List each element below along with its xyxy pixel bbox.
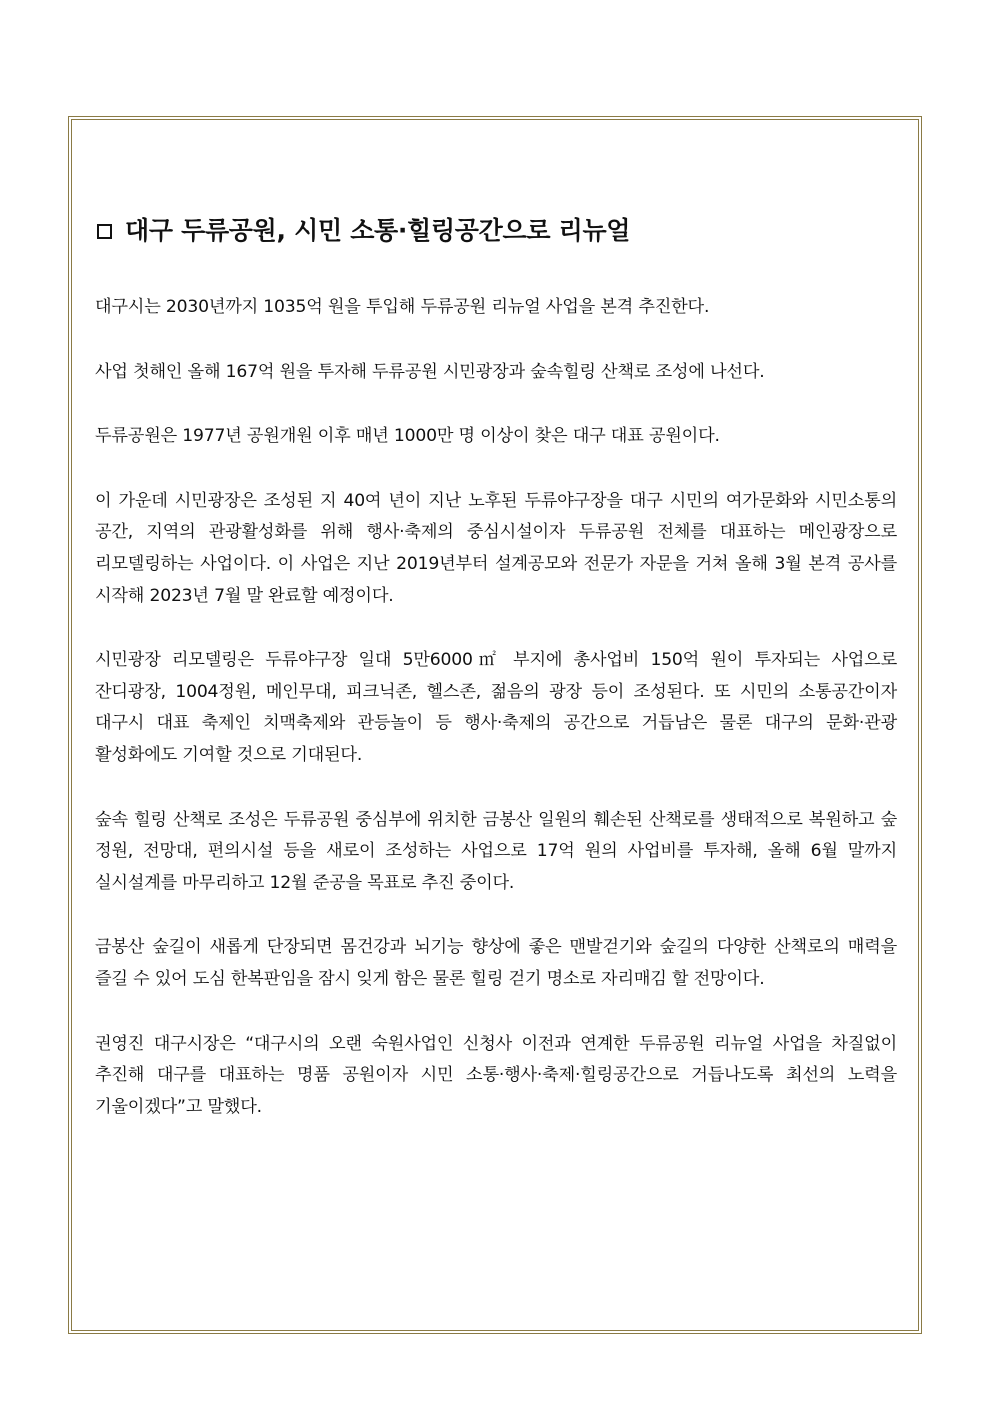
- paragraph: 금봉산 숲길이 새롭게 단장되면 몸건강과 뇌기능 향상에 좋은 맨발걷기와 숲길의 다양한 산책로의 매력을 즐길 수 있어 도심 한복판임을 잠시 잊게 함은 물론 힐링 걷기 명소로 자리매김 할 전망이다.: [95, 937, 897, 989]
- document-title: 대구 두류공원, 시민 소통·힐링공간으로 리뉴얼: [125, 216, 631, 245]
- paragraph: 두류공원은 1977년 공원개원 이후 매년 1000만 명 이상이 찾은 대구 대표 공원이다.: [95, 426, 720, 447]
- square-bullet-icon: [97, 224, 112, 239]
- paragraph: 사업 첫해인 올해 167억 원을 투자해 두류공원 시민광장과 숲속힐링 산책로 조성에 나선다.: [95, 361, 765, 382]
- paragraph: 숲속 힐링 산책로 조성은 두류공원 중심부에 위치한 금봉산 일원의 훼손된 산책로를 생태적으로 복원하고 숲 정원, 전망대, 편의시설 등을 새로이 조성하는 사업으로 17억 원의 사업비를 투자해, 올해 6월 말까지 실시설계를 마무리하고 12월 준공을 목표로 추진 중이다.: [95, 809, 897, 893]
- document-heading: [97, 210, 897, 252]
- paragraph: 시민광장 리모델링은 두류야구장 일대 5만6000㎡ 부지에 총사업비 150억 원이 투자되는 사업으로 잔디광장, 1004정원, 메인무대, 피크닉존, 헬스존, 젊음의 광장 등이 조성된다. 또 시민의 소통공간이자 대구시 대표 축제인 치맥축제와 관등놀이 등 행사·축제의 공간으로 거듭남은 물론 대구의 문화·관광 활성화에도 기여할 것으로 기대된다.: [95, 650, 897, 765]
- paragraph: 이 가운데 시민광장은 조성된 지 40여 년이 지난 노후된 두류야구장을 대구 시민의 여가문화와 시민소통의 공간, 지역의 관광활성화를 위해 행사·축제의 중심시설이자 두류공원 전체를 대표하는 메인광장으로 리모델링하는 사업이다. 이 사업은 지난 2019년부터 설계공모와 전문가 자문을 거쳐 올해 3월 본격 공사를 시작해 2023년 7월 말 완료할 예정이다.: [95, 490, 897, 606]
- document-body: [95, 210, 897, 1156]
- paragraph: 권영진 대구시장은 “대구시의 오랜 숙원사업인 신청사 이전과 연계한 두류공원 리뉴얼 사업을 차질없이 추진해 대구를 대표하는 명품 공원이자 시민 소통·행사·축제·힐링공간으로 거듭나도록 최선의 노력을 기울이겠다”고 말했다.: [95, 1033, 897, 1117]
- paragraph: 대구시는 2030년까지 1035억 원을 투입해 두류공원 리뉴얼 사업을 본격 추진한다.: [95, 297, 710, 317]
